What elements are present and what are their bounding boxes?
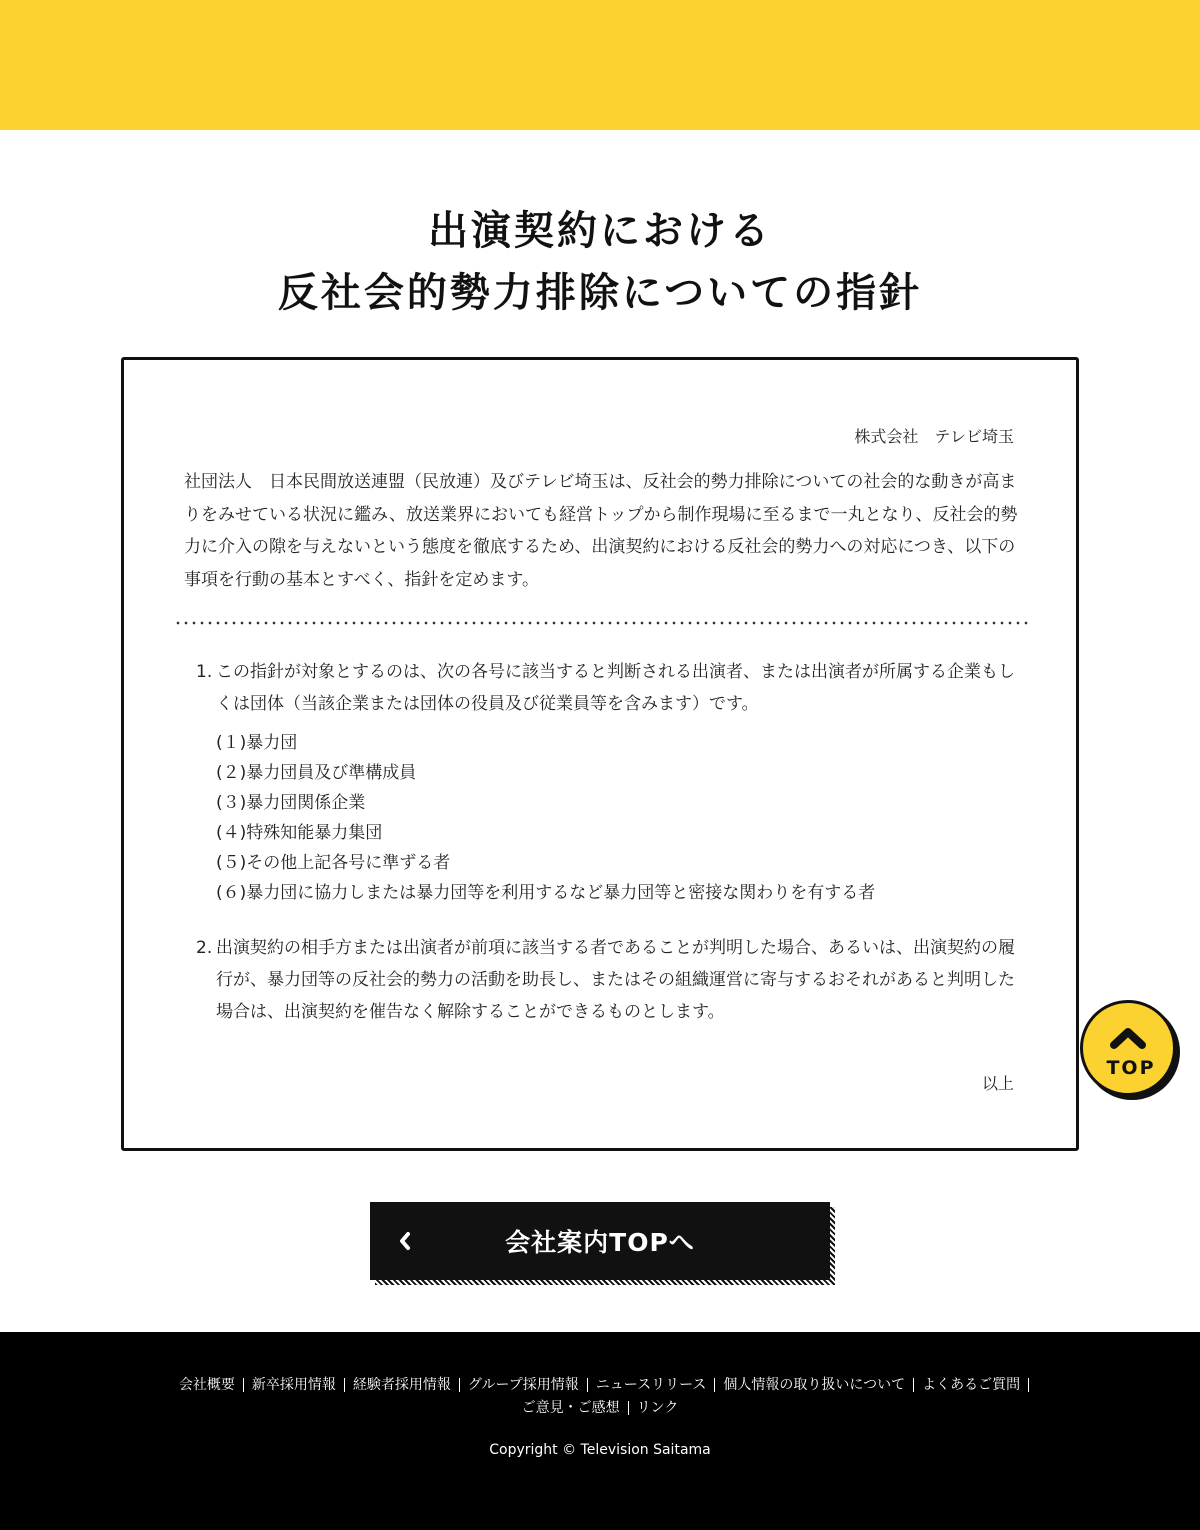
closing-text: 以上 [981,1074,1014,1093]
chevron-left-icon [398,1231,412,1251]
scroll-top-button[interactable] [1080,1000,1182,1102]
footer-nav [100,1374,1100,1420]
policy-item-1 [196,656,1016,720]
policy-item-text: 出演契約の相手方または出演者が前項に該当する者であることが判明した場合、あるいは、出演契約の履行が、暴力団等の反社会的勢力の活動を助長し、またはその組織運営に寄与するおそれがあると判明した場合は、出演契約を催告なく解除することができるものとします。 [216,938,1015,1022]
footer [0,1332,1200,1530]
company-name: 株式会社 テレビ埼玉 [854,427,1014,446]
header-band [0,0,1200,130]
page-title-line-1: 出演契約における [428,208,772,254]
footer-link-feedback[interactable]: ご意見・ご感想 [514,1401,629,1415]
footer-link-privacy[interactable]: 個人情報の取り扱いについて [715,1378,914,1392]
policy-card [121,357,1079,1151]
page-title-line-2: 反社会的勢力排除についての指針 [277,270,923,316]
list-item: (１)暴力団 [216,733,298,753]
page-title [0,200,1200,324]
footer-link-company[interactable]: 会社概要 [171,1378,244,1392]
footer-link-new-graduate[interactable]: 新卒採用情報 [244,1378,345,1392]
footer-link-experienced[interactable]: 経験者採用情報 [345,1378,460,1392]
policy-item-2 [196,932,1016,1028]
list-item: (４)特殊知能暴力集団 [216,823,383,843]
company-top-button-label: 会社案内TOPへ [505,1228,695,1257]
back-button-wrap [370,1202,836,1286]
chevron-up-icon [1107,1023,1149,1051]
list-item: (２)暴力団員及び準構成員 [216,763,417,783]
dotted-divider [174,621,1029,625]
footer-link-news[interactable]: ニュースリリース [588,1378,716,1392]
list-item: (６)暴力団に協力しまたは暴力団等を利用するなど暴力団等と密接な関わりを有する者 [216,883,876,903]
footer-link-group-recruit[interactable]: グループ採用情報 [460,1378,588,1392]
policy-item-text: この指針が対象とするのは、次の各号に該当すると判断される出演者、または出演者が所属する企業もしくは団体（当該企業または団体の役員及び従業員等を含みます）です。 [216,662,1015,714]
target-list [216,728,875,908]
intro-paragraph: 社団法人 日本民間放送連盟（民放連）及びテレビ埼玉は、反社会的勢力排除についての社会的な動きが高まりをみせている状況に鑑み、放送業界においても経営トップから制作現場に至るまで一丸となり、反社会的勢力に介入の隙を与えないという態度を徹底するため、出演契約における反社会的勢力への対応につき、以下の事項を行動の基本とすべく、指針を定めます。 [184,472,1018,590]
policy-item-number: 2. [196,938,213,958]
footer-link-links[interactable]: リンク [636,1400,679,1416]
scroll-top-circle[interactable] [1080,1000,1176,1096]
policy-item-number: 1. [196,662,213,682]
list-item: (３)暴力団関係企業 [216,793,366,813]
copyright: Copyright © Television Saitama [489,1442,711,1458]
footer-link-faq[interactable]: よくあるご質問 [914,1378,1029,1392]
scroll-top-label: TOP [1106,1057,1156,1079]
list-item: (５)その他上記各号に準ずる者 [216,853,451,873]
company-top-button[interactable] [370,1202,830,1280]
